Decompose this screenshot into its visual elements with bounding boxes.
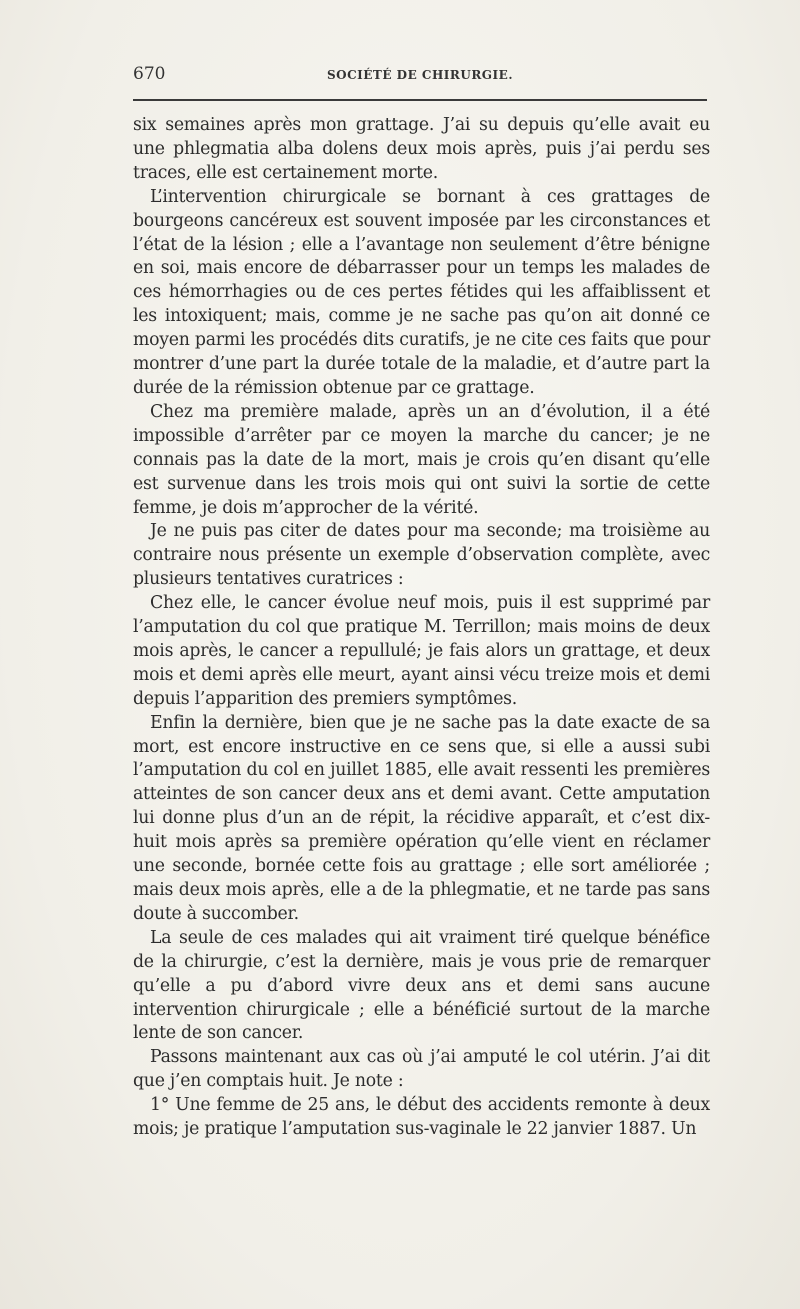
paragraph: 1° Une femme de 25 ans, le début des accidents remonte à deux mois; je pratique l’amputation sus-vaginale le 22 janvier 1887. Un: [133, 1095, 710, 1140]
paragraph: L’intervention chirurgicale se bornant à ces grattages de bourgeons cancéreux est souvent imposée par les circonstances et l’état de la lésion ; elle a l’avantage non seulement d’être bénigne en soi, mais encore de débarrasser pour un temps les malades de ces hémorrhagies ou de ces pertes fétides qui les affaiblissent et les intoxiquent; mais, comme je ne sache pas qu’on ait donné ce moyen parmi les procédés dits curatifs, je ne cite ces faits que pour montrer d’une part la durée totale de la maladie, et d’autre part la durée de la rémission obtenue par ce grattage.: [133, 186, 710, 398]
page-number: 670: [133, 64, 166, 84]
body-text: [133, 114, 710, 1142]
running-head: SOCIÉTÉ DE CHIRURGIE.: [326, 68, 513, 82]
paragraph: Chez ma première malade, après un an d’évolution, il a été impossible d’arrêter par ce moyen la marche du cancer; je ne connais pas la date de la mort, mais je crois qu’en disant qu’elle est survenue dans les trois mois qui ont suivi la sortie de cette femme, je dois m’approcher de la vérité.: [133, 401, 710, 518]
paragraph: six semaines après mon grattage. J’ai su depuis qu’elle avait eu une phlegmatia alba dolens deux mois après, puis j’ai perdu ses traces, elle est certainement morte.: [133, 115, 710, 183]
paragraph: La seule de ces malades qui ait vraiment tiré quelque bénéfice de la chirurgie, c’est la dernière, mais je vous prie de remarquer qu’elle a pu d’abord vivre deux ans et demi sans aucune intervention chirurgicale ; elle a bénéficié surtout de la marche lente de son cancer.: [133, 927, 710, 1044]
paragraph: Passons maintenant aux cas où j’ai amputé le col utérin. J’ai dit que j’en comptais huit. Je note :: [133, 1047, 710, 1092]
page-header: [133, 62, 707, 92]
paragraph: Enfin la dernière, bien que je ne sache pas la date exacte de sa mort, est encore instructive en ce sens que, si elle a aussi subi l’amputation du col en juillet 1885, elle avait ressenti les premières atteintes de son cancer deux ans et demi avant. Cette amputation lui donne plus d’un an de répit, la récidive apparaît, et c’est dix-huit mois après sa première opération qu’elle vient en réclamer une seconde, bornée cette fois au grattage ; elle sort améliorée ; mais deux mois après, elle a de la phlegmatie, et ne tarde pas sans doute à succomber.: [133, 712, 710, 924]
paragraph: Chez elle, le cancer évolue neuf mois, puis il est supprimé par l’amputation du col que pratique M. Terrillon; mais moins de deux mois après, le cancer a repullulé; je fais alors un grattage, et deux mois et demi après elle meurt, ayant ainsi vécu treize mois et demi depuis l’apparition des premiers symptômes.: [133, 593, 710, 709]
paragraph: Je ne puis pas citer de dates pour ma seconde; ma troisième au contraire nous présente un exemple d’observation complète, avec plusieurs tentatives curatrices :: [133, 521, 710, 590]
header-rule: [133, 99, 707, 101]
